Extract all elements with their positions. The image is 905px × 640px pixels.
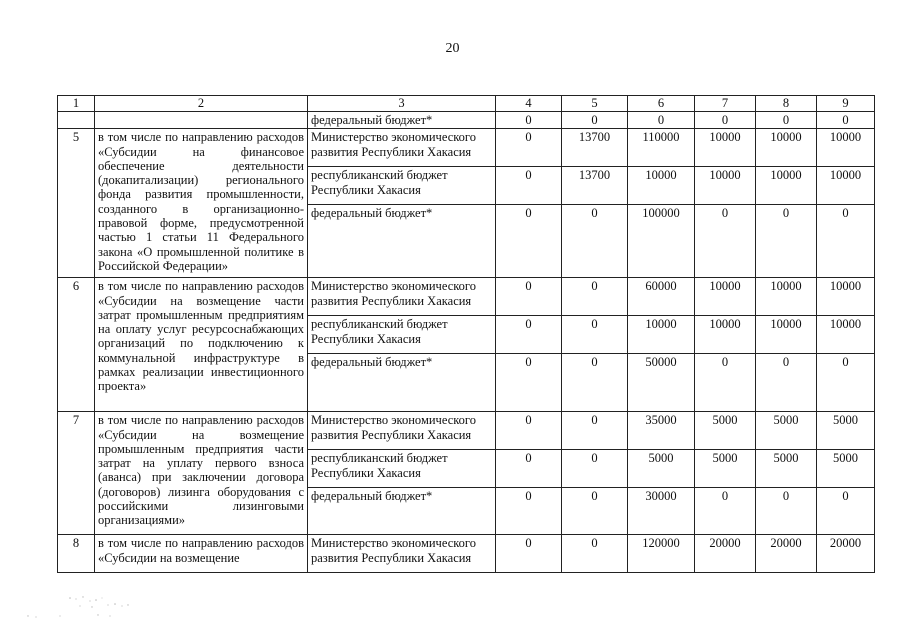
description-text: в том числе по направлению расходов «Субсидии на возмещение части затрат промышленным предприятиям на оплату услуг ресурсоснабжающих организаций по подключению к коммунальной инфраструктуре в рамках реализации инвестиционного проекта» [98, 279, 304, 394]
value-cell: 100000 [628, 205, 695, 278]
funding-source-cell: федеральный бюджет* [308, 488, 496, 535]
table-row [58, 129, 875, 167]
value-cell: 0 [496, 316, 562, 354]
funding-source-cell: республиканский бюджет Республики Хакасия [308, 450, 496, 488]
value-cell: 120000 [628, 535, 695, 573]
description-cell [95, 278, 308, 412]
table-row [58, 535, 875, 573]
value-cell: 0 [817, 112, 875, 129]
funding-source-cell: федеральный бюджет* [308, 354, 496, 412]
row-number-cell [58, 112, 95, 129]
funding-source-cell: федеральный бюджет* [308, 205, 496, 278]
description-cell [95, 535, 308, 573]
funding-source-cell: Министерство экономического развития Республики Хакасия [308, 535, 496, 573]
value-cell: 0 [496, 450, 562, 488]
value-cell: 0 [562, 354, 628, 412]
value-cell: 0 [695, 205, 756, 278]
page-number: 20 [445, 41, 460, 56]
value-cell: 0 [756, 354, 817, 412]
value-cell: 20000 [817, 535, 875, 573]
value-cell: 0 [817, 488, 875, 535]
description-text: в том числе по направлению расходов «Субсидии на возмещение промышленным предприятия части затрат на уплату первого взноса (аванса) при заключении договора (договоров) лизинга оборудования с российскими лизинговыми организациями» [98, 413, 304, 528]
value-cell: 0 [817, 205, 875, 278]
budget-table [57, 95, 875, 573]
value-cell: 10000 [628, 167, 695, 205]
funding-source-cell: Министерство экономического развития Республики Хакасия [308, 412, 496, 450]
description-cell [95, 129, 308, 278]
column-number: 6 [628, 96, 695, 112]
funding-source-cell: республиканский бюджет Республики Хакасия [308, 167, 496, 205]
value-cell: 10000 [695, 278, 756, 316]
row-number-cell: 5 [58, 129, 95, 278]
value-cell: 0 [562, 278, 628, 316]
value-cell: 10000 [756, 167, 817, 205]
column-number: 5 [562, 96, 628, 112]
column-number: 4 [496, 96, 562, 112]
value-cell: 0 [562, 450, 628, 488]
value-cell: 10000 [695, 167, 756, 205]
value-cell: 0 [496, 129, 562, 167]
funding-source-cell: федеральный бюджет* [308, 112, 496, 129]
funding-source-cell: республиканский бюджет Республики Хакасия [308, 316, 496, 354]
value-cell: 10000 [756, 129, 817, 167]
description-text: в том числе по направлению расходов «Субсидии на возмещение [98, 536, 304, 565]
funding-source-cell: Министерство экономического развития Республики Хакасия [308, 278, 496, 316]
description-text: в том числе по направлению расходов «Субсидии на финансовое обеспечение деятельности (докапитализации) регионального фонда развития промышленности, созданного в организационно-правовой форме, предусмотренной частью 1 статьи 11 Федерального закона «О промышленной политике в Российской Федерации» [98, 130, 304, 273]
value-cell: 10000 [756, 278, 817, 316]
value-cell: 10000 [817, 316, 875, 354]
column-number-row [58, 96, 875, 112]
value-cell: 20000 [756, 535, 817, 573]
value-cell: 10000 [628, 316, 695, 354]
value-cell: 0 [496, 278, 562, 316]
description-cell [95, 412, 308, 535]
value-cell: 0 [562, 412, 628, 450]
value-cell: 0 [496, 535, 562, 573]
value-cell: 50000 [628, 354, 695, 412]
column-number: 2 [95, 96, 308, 112]
value-cell: 13700 [562, 129, 628, 167]
value-cell: 10000 [695, 316, 756, 354]
value-cell: 5000 [817, 450, 875, 488]
value-cell: 110000 [628, 129, 695, 167]
value-cell: 10000 [695, 129, 756, 167]
value-cell: 0 [695, 112, 756, 129]
value-cell: 0 [496, 205, 562, 278]
column-number: 9 [817, 96, 875, 112]
row-number-cell: 6 [58, 278, 95, 412]
value-cell: 0 [817, 354, 875, 412]
value-cell: 0 [496, 167, 562, 205]
value-cell: 5000 [695, 412, 756, 450]
value-cell: 5000 [817, 412, 875, 450]
table-row [58, 412, 875, 450]
value-cell: 0 [562, 205, 628, 278]
value-cell: 0 [496, 112, 562, 129]
value-cell: 13700 [562, 167, 628, 205]
table-row [58, 112, 875, 129]
value-cell: 0 [756, 488, 817, 535]
value-cell: 0 [496, 412, 562, 450]
value-cell: 0 [562, 488, 628, 535]
value-cell: 10000 [817, 278, 875, 316]
value-cell: 0 [496, 354, 562, 412]
value-cell: 0 [628, 112, 695, 129]
value-cell: 0 [695, 488, 756, 535]
column-number: 7 [695, 96, 756, 112]
value-cell: 0 [756, 205, 817, 278]
value-cell: 5000 [756, 412, 817, 450]
column-number: 8 [756, 96, 817, 112]
value-cell: 5000 [695, 450, 756, 488]
value-cell: 35000 [628, 412, 695, 450]
table-body [58, 96, 875, 573]
value-cell: 10000 [817, 129, 875, 167]
value-cell: 0 [562, 112, 628, 129]
value-cell: 0 [562, 316, 628, 354]
description-cell [95, 112, 308, 129]
row-number-cell: 7 [58, 412, 95, 535]
value-cell: 0 [496, 488, 562, 535]
value-cell: 5000 [628, 450, 695, 488]
funding-source-cell: Министерство экономического развития Республики Хакасия [308, 129, 496, 167]
value-cell: 5000 [756, 450, 817, 488]
value-cell: 10000 [817, 167, 875, 205]
column-number: 1 [58, 96, 95, 112]
value-cell: 20000 [695, 535, 756, 573]
row-number-cell: 8 [58, 535, 95, 573]
value-cell: 30000 [628, 488, 695, 535]
value-cell: 10000 [756, 316, 817, 354]
value-cell: 0 [756, 112, 817, 129]
value-cell: 0 [562, 535, 628, 573]
table-row [58, 278, 875, 316]
value-cell: 60000 [628, 278, 695, 316]
value-cell: 0 [695, 354, 756, 412]
scan-noise-mark [20, 592, 140, 622]
column-number: 3 [308, 96, 496, 112]
